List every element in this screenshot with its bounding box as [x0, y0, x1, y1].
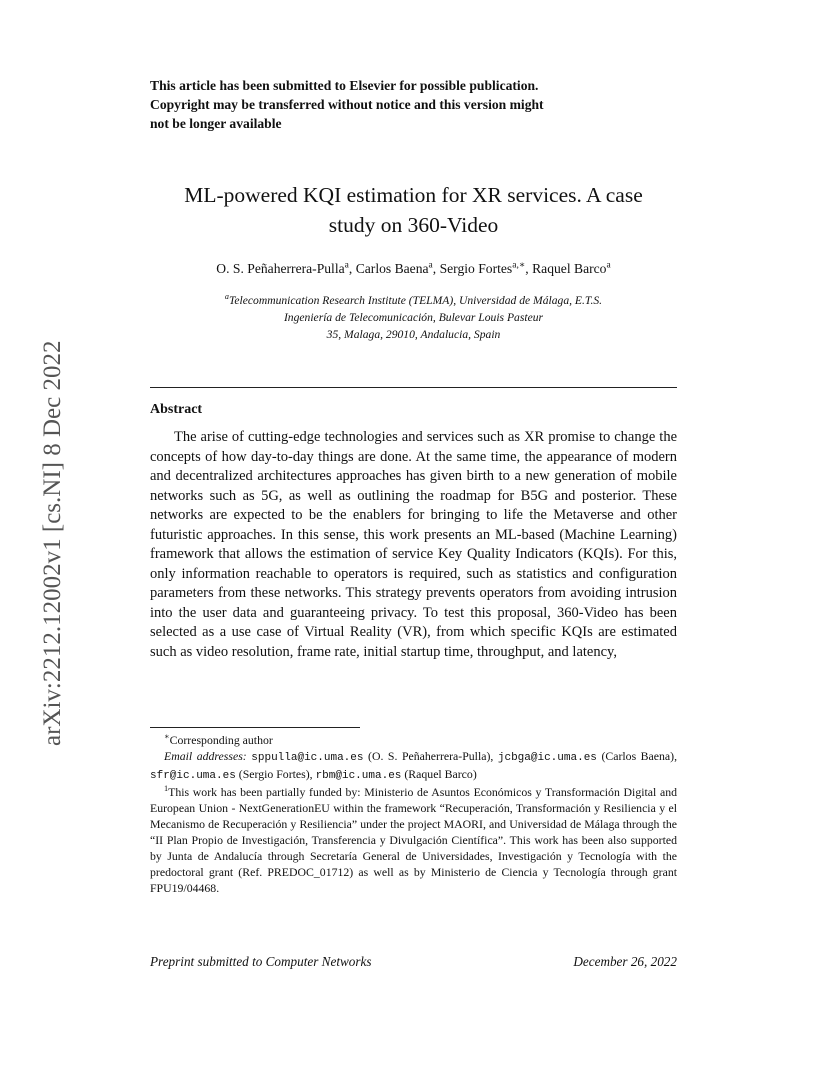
author-name: Carlos Baena: [355, 261, 429, 276]
notice-line: Copyright may be transferred without notice and this version might: [150, 97, 544, 112]
affiliation-line: Telecommunication Research Institute (TELMA), Universidad de Málaga, E.T.S.: [228, 294, 603, 307]
author-affil-mark: a: [428, 260, 433, 271]
author-name: O. S. Peñaherrera-Pulla: [216, 261, 345, 276]
author-list: O. S. Peñaherrera-Pulla$^a$, Carlos Baena$^a$, Sergio Fortes$^{a,∗}$, Raquel Barco$^a$: [216, 260, 611, 276]
footnote-divider: [150, 727, 360, 728]
notice-line: This article has been submitted to Elsevier for possible publication.: [150, 78, 539, 93]
author-affil-mark: a: [344, 260, 349, 271]
email-addresses: [150, 748, 677, 784]
abstract-heading: Abstract: [150, 402, 203, 417]
footnote-mark: ∗: [164, 732, 170, 742]
affiliation: [150, 292, 677, 343]
affiliation-mark: a: [224, 292, 229, 302]
author-affil-mark: a,∗: [512, 260, 526, 271]
funding-note: $^1$This work has been partially funded by: Ministerio de Asuntos Económicos y Transformación Digital and European Union - NextGenerationEU within the framework “Recuperación, Transformación y Resiliencia y el Mecanismo de Recuperación y Resiliencia” under the project MAORI, and Universidad de Málaga through the “II Plan Propio de Investigación, Transferencia y Divulgación Científica”. This work has been also supported by Junta de Andalucía through Secretaría General de Universidades, Investigación y Tecnología with the predoctoral grant (Ref. PREDOC_01712) as well as by Ministerio de Ciencia y Tecnología through grant FPU19/04468.: [150, 784, 677, 895]
footer-date: December 26, 2022: [573, 954, 677, 969]
footnote-mark: 1: [164, 784, 169, 794]
notice-line: not be longer available: [150, 116, 282, 131]
author-name: Sergio Fortes: [439, 261, 513, 276]
email-link[interactable]: rbm@ic.uma.es: [315, 770, 402, 782]
affiliation-line: Ingeniería de Telecomunicación, Bulevar Louis Pasteur: [283, 311, 544, 324]
corresponding-author-note: ∗Corresponding author: [164, 732, 273, 747]
email-owner: (Carlos Baena),: [601, 749, 678, 763]
author-name: Raquel Barco: [532, 261, 607, 276]
email-link[interactable]: sfr@ic.uma.es: [150, 770, 236, 782]
arxiv-identifier: arXiv:2212.12002v1 [cs.NI] 8 Dec 2022: [39, 340, 66, 746]
email-label: Email addresses:: [164, 749, 247, 763]
email-owner: (Raquel Barco): [404, 767, 477, 781]
journal-note: Preprint submitted to Computer Networks: [150, 954, 372, 969]
footnotes: [150, 732, 677, 896]
title-line: ML-powered KQI estimation for XR services. A case: [184, 183, 643, 207]
email-owner: (O. S. Peñaherrera-Pulla),: [368, 749, 494, 763]
submission-notice: [150, 76, 690, 133]
abstract-text: The arise of cutting-edge technologies and services such as XR promise to change the concepts of how day-to-day things are done. At the same time, the appearance of modern and decentralized architectures approaches has given birth to a new generation of mobile networks such as 5G, as well as outlining the roadmap for B5G and posterior. These networks are expected to be the enablers for bringing to life the Metaverse and other futuristic approaches. In this sense, this work presents an ML-based (Machine Learning) framework that allows the estimation of service Key Quality Indicators (KQIs). For this, only information reachable to operators is required, such as statistics and configuration parameters from these networks. This strategy prevents operators from avoiding intrusion into the user data and guaranteeing privacy. To test this proposal, 360-Video has been selected as a use case of Virtual Reality (VR), from which specific KQIs are estimated such as video resolution, frame rate, initial startup time, throughput, and latency,: [150, 429, 677, 660]
email-link[interactable]: sppulla@ic.uma.es: [251, 752, 364, 764]
paper-title: [150, 180, 677, 240]
abstract-divider: [150, 387, 677, 388]
affiliation-line: 35, Malaga, 29010, Andalucia, Spain: [326, 328, 501, 341]
author-affil-mark: a: [606, 260, 611, 271]
email-link[interactable]: jcbga@ic.uma.es: [497, 752, 597, 764]
title-line: study on 360-Video: [328, 213, 499, 237]
email-owner: (Sergio Fortes),: [238, 767, 313, 781]
